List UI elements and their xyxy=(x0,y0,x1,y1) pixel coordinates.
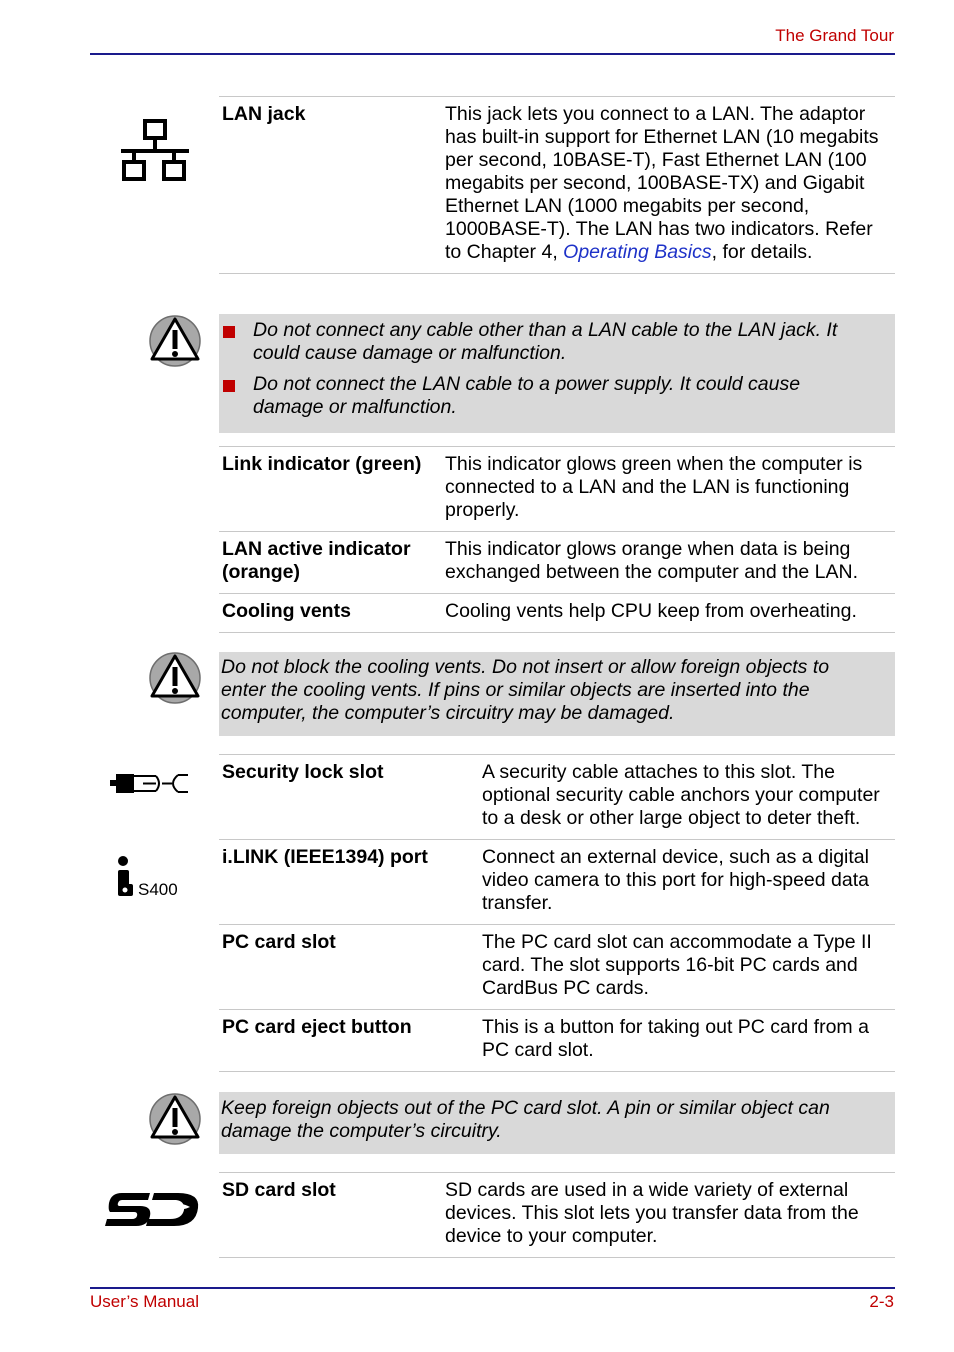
desc-lan-active-indicator: This indicator glows orange when data is being exchanged between the computer and the LAN. xyxy=(442,532,895,594)
footer-page-number: 2-3 xyxy=(869,1292,894,1311)
bullet xyxy=(223,326,235,338)
desc-security-lock-slot: A security cable attaches to this slot. The optional security cable anchors your computer to a desk or other large object to deter theft. xyxy=(479,755,895,840)
ilink-icon xyxy=(116,856,196,900)
warning-icon xyxy=(148,651,202,711)
footer-rule xyxy=(90,1287,895,1289)
header-rule xyxy=(90,53,895,55)
term-link-indicator: Link indicator (green) xyxy=(219,447,442,532)
term-lan-jack: LAN jack xyxy=(219,97,442,274)
table-row xyxy=(219,1010,895,1072)
table-row xyxy=(219,594,895,633)
term-cooling-vents: Cooling vents xyxy=(219,594,442,633)
footer-manual-title: User’s Manual xyxy=(90,1292,199,1311)
table-row xyxy=(219,840,895,925)
desc-pc-card-eject-button: This is a button for taking out PC card from a PC card slot. xyxy=(479,1010,895,1072)
desc-text: This jack lets you connect to a LAN. The adaptor has built-in support for Ethernet LAN (10 megabits per second, 10BASE-T), Fast Ethernet LAN (100 megabits per second, 100BASE-TX) and Gigabit Ethernet LAN (1000 megabits per second, 1000BASE-T). The LAN has two indicators. Refer to Chapter 4, xyxy=(445,103,879,263)
table-row xyxy=(219,532,895,594)
term-ilink-port: i.LINK (IEEE1394) port xyxy=(219,840,479,925)
lan-jack-table xyxy=(219,96,895,274)
term-sd-card-slot: SD card slot xyxy=(219,1173,442,1258)
warning-text: Do not connect the LAN cable to a power supply. It could cause damage or malfunction. xyxy=(253,373,801,418)
list-item xyxy=(219,373,853,419)
desc-text: , for details. xyxy=(711,241,813,263)
sd-card-table xyxy=(219,1172,895,1258)
warning-icon xyxy=(148,1092,202,1152)
security-lock-icon xyxy=(110,771,190,803)
warning-note-cooling: Do not block the cooling vents. Do not insert or allow foreign objects to enter the cooling vents. If pins or similar objects are inserted into the computer, the computer’s circuitry may be damaged. xyxy=(219,652,895,736)
term-pc-card-slot: PC card slot xyxy=(219,925,479,1010)
warning-note-pc-card: Keep foreign objects out of the PC card slot. A pin or similar object can damage the computer’s circuitry. xyxy=(219,1092,895,1154)
ports-table xyxy=(219,754,895,1072)
desc-sd-card-slot: SD cards are used in a wide variety of external devices. This slot lets you transfer data from the device to your computer. xyxy=(442,1173,895,1258)
desc-link-indicator: This indicator glows green when the computer is connected to a LAN and the LAN is functioning properly. xyxy=(442,447,895,532)
operating-basics-link[interactable]: Operating Basics xyxy=(563,241,712,263)
list-item xyxy=(219,319,853,365)
desc-cooling-vents: Cooling vents help CPU keep from overheating. xyxy=(442,594,895,633)
lan-icon xyxy=(118,118,192,192)
running-header-title: The Grand Tour xyxy=(775,26,894,45)
table-row xyxy=(219,97,895,274)
warning-note-lan xyxy=(219,314,895,433)
warning-text: Do not connect any cable other than a LAN cable to the LAN jack. It could cause damage or malfunction. xyxy=(253,319,838,364)
desc-ilink-port: Connect an external device, such as a digital video camera to this port for high-speed data transfer. xyxy=(479,840,895,925)
warning-icon xyxy=(148,314,202,374)
table-row xyxy=(219,1173,895,1258)
indicator-table xyxy=(219,446,895,633)
term-lan-active-indicator: LAN active indicator (orange) xyxy=(219,532,442,594)
ilink-speed-label: S400 xyxy=(138,880,178,899)
sd-logo-icon xyxy=(104,1188,202,1236)
desc-pc-card-slot: The PC card slot can accommodate a Type II card. The slot supports 16-bit PC cards and CardBus PC cards. xyxy=(479,925,895,1010)
term-security-lock-slot: Security lock slot xyxy=(219,755,479,840)
table-row xyxy=(219,755,895,840)
table-row xyxy=(219,925,895,1010)
desc-lan-jack xyxy=(442,97,895,274)
bullet xyxy=(223,380,235,392)
table-row xyxy=(219,447,895,532)
term-pc-card-eject-button: PC card eject button xyxy=(219,1010,479,1072)
